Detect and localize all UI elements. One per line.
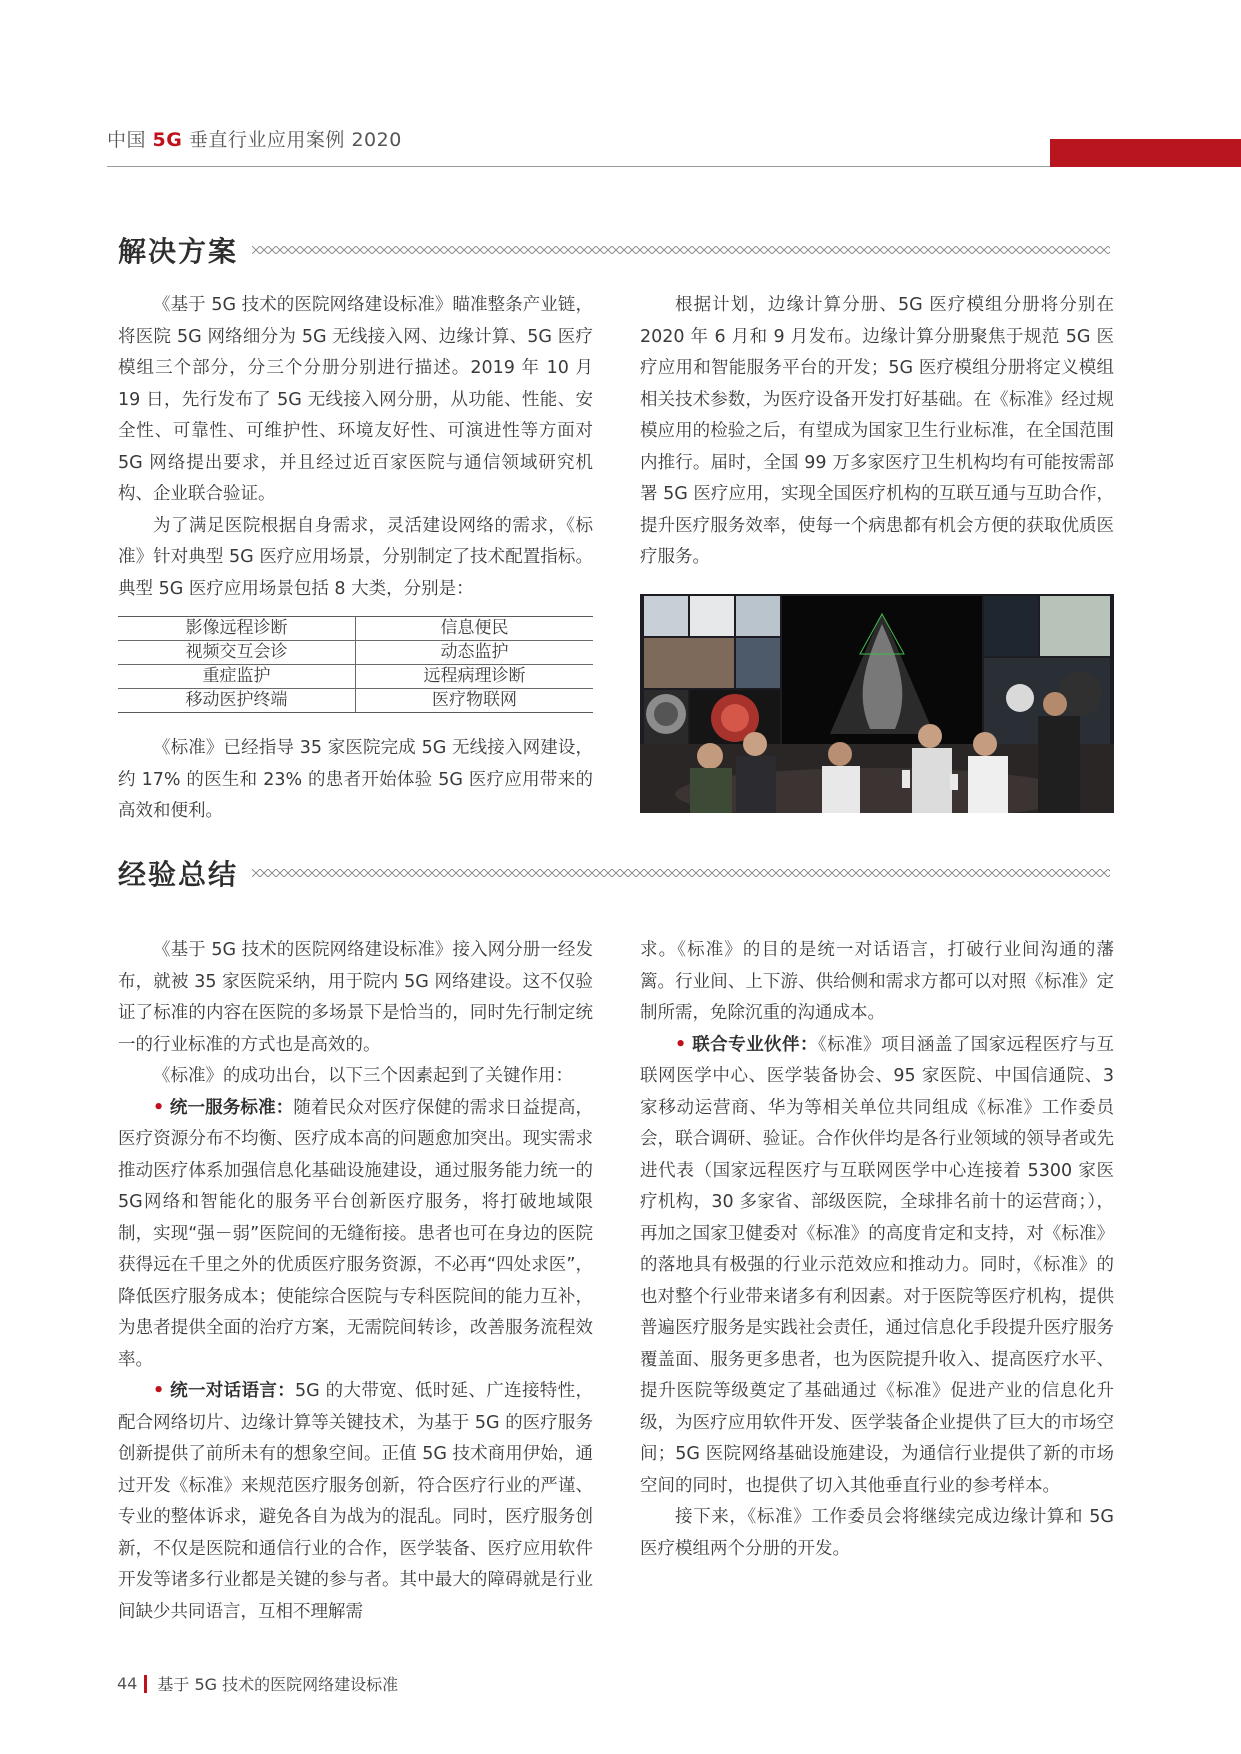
- table-cell: 视频交互会诊: [118, 641, 356, 665]
- header-accent-bar: [1050, 139, 1241, 167]
- bullet-title: 统一对话语言：: [170, 1381, 296, 1401]
- bullet-unified-service: [118, 1093, 593, 1377]
- header-title-accent: 5G: [152, 129, 183, 151]
- solution-left-column: [118, 290, 593, 605]
- paragraph: 《基于 5G 技术的医院网络建设标准》瞄准整条产业链，将医院 5G 网络细分为 5G 无线接入网、边缘计算、5G 医疗模组三个部分，分三个分册分别进行描述。2019 年 10 月 19 日，先行发布了 5G 无线接入网分册，从功能、性能、安全性、可靠性、可维护性、环境友好性、可演进性等方面对 5G 网络提出要求，并且经过近百家医院与通信领域研究机构、企业联合验证。: [118, 295, 593, 504]
- section-title: 解决方案: [118, 235, 239, 268]
- paragraph: 接下来，《标准》工作委员会将继续完成边缘计算和 5G 医疗模组两个分册的开发。: [640, 1507, 1114, 1559]
- bullet-marker: •: [153, 1381, 165, 1401]
- section-heading-summary: [118, 853, 1110, 893]
- consultation-room-photo: [640, 594, 1114, 813]
- paragraph: 求。《标准》的目的是统一对话语言，打破行业间沟通的藩篱。行业间、上下游、供给侧和需求方都可以对照《标准》定制所需，免除沉重的沟通成本。: [640, 940, 1114, 1023]
- summary-left-column: [118, 935, 593, 1628]
- page-footer: [117, 1672, 398, 1695]
- paragraph: 为了满足医院根据自身需求，灵活建设网络的需求，《标准》针对典型 5G 医疗应用场景，分别制定了技术配置指标。典型 5G 医疗应用场景包括 8 大类，分别是：: [118, 515, 593, 599]
- table-row: [118, 689, 593, 713]
- table-cell: 远程病理诊断: [356, 665, 594, 689]
- table-cell: 重症监护: [118, 665, 356, 689]
- heading-ornament: [252, 867, 1110, 879]
- section-title: 经验总结: [118, 858, 239, 891]
- summary-right-column: [640, 935, 1114, 1565]
- bullet-text: 《标准》项目涵盖了国家远程医疗与互联网医学中心、医学装备协会、95 家医院、中国信通院、3 家移动运营商、华为等相关单位共同组成《标准》工作委员会，联合调研、验证。合作伙伴均是各行业领域的领导者或先进代表（国家远程医疗与互联网医学中心连接着 5300 家医疗机构，30 多家省、部级医院，全球排名前十的运营商；），再加之国家卫健委对《标准》的高度肯定和支持，对《标准》的落地具有极强的行业示范效应和推动力。同时，《标准》的也对整个行业带来诸多有利因素。对于医院等医疗机构，提供普遍医疗服务是实践社会责任，通过信息化手段提升医疗服务覆盖面、服务更多患者，也为医院提升收入、提高医疗水平、提升医院等级奠定了基础通过《标准》促进产业的信息化升级，为医疗应用软件开发、医学装备企业提供了巨大的市场空间；5G 医院网络基础设施建设，为通信行业提供了新的市场空间的同时，也提供了切入其他垂直行业的参考样本。: [640, 1034, 1115, 1496]
- table-cell: 医疗物联网: [356, 689, 594, 713]
- table-cell: 移动医护终端: [118, 689, 356, 713]
- bullet-text: 5G 的大带宽、低时延、广连接特性，配合网络切片、边缘计算等关键技术，为基于 5G 的医疗服务创新提供了前所未有的想象空间。正值 5G 技术商用伊始，通过开发《标准》来规范医疗服务创新，符合医疗行业的严谨、专业的整体诉求，避免各自为战为的混乱。同时，医疗服务创新，不仅是医院和通信行业的合作，医学装备、医疗应用软件开发等诸多行业都是关键的参与者。其中最大的障碍就是行业间缺少共同语言，互相不理解需: [118, 1381, 594, 1622]
- heading-ornament: [252, 244, 1110, 256]
- paragraph: 根据计划，边缘计算分册、5G 医疗模组分册将分别在 2020 年 6 月和 9 月发布。边缘计算分册聚焦于规范 5G 医疗应用和智能服务平台的开发；5G 医疗模组分册将定义模组相关技术参数，为医疗设备开发打好基础。在《标准》经过规模应用的检验之后，有望成为国家卫生行业标准，在全国范围内推行。届时，全国 99 万多家医疗卫生机构均有可能按需部署 5G 医疗应用，实现全国医疗机构的互联互通与互助合作，提升医疗服务效率，使每一个病患都有机会方便的获取优质医疗服务。: [640, 295, 1114, 567]
- footer-divider: [144, 1675, 147, 1693]
- scenario-table: [118, 616, 593, 713]
- table-row: [118, 665, 593, 689]
- footer-title: 基于 5G 技术的医院网络建设标准: [157, 1675, 399, 1694]
- running-header: [107, 125, 402, 152]
- table-row: [118, 641, 593, 665]
- bullet-text: 随着民众对医疗保健的需求日益提高，医疗资源分布不均衡、医疗成本高的问题愈加突出。现实需求推动医疗体系加强信息化基础设施建设，通过服务能力统一的5G网络和智能化的服务平台创新医疗服务，将打破地域限制，实现“强－弱”医院间的无缝衔接。患者也可在身边的医院获得远在千里之外的优质医疗服务资源，不必再“四处求医”，降低医疗服务成本；使能综合医院与专科医院间的能力互补，为患者提供全面的治疗方案，无需院间转诊，改善服务流程效率。: [118, 1097, 593, 1370]
- table-cell: 动态监护: [356, 641, 594, 665]
- bullet-joint-partners: [640, 1030, 1114, 1503]
- section-heading-solution: [118, 230, 1110, 270]
- bullet-title: 联合专业伙伴：: [692, 1034, 818, 1055]
- bullet-unified-language: [118, 1376, 593, 1628]
- bullet-marker: •: [153, 1097, 165, 1118]
- table-row: [118, 617, 593, 641]
- paragraph: 《标准》已经指导 35 家医院完成 5G 无线接入网建设，约 17% 的医生和 23% 的患者开始体验 5G 医疗应用带来的高效和便利。: [118, 738, 593, 821]
- solution-right-column: [640, 290, 1114, 574]
- table-cell: 信息便民: [356, 617, 594, 641]
- bullet-title: 统一服务标准：: [169, 1097, 294, 1118]
- paragraph: 《标准》的成功出台，以下三个因素起到了关键作用：: [153, 1066, 573, 1086]
- page-number: 44: [117, 1674, 138, 1693]
- paragraph: 《基于 5G 技术的医院网络建设标准》接入网分册一经发布，就被 35 家医院采纳，用于院内 5G 网络建设。这不仅验证了标准的内容在医院的多场景下是恰当的，同时先行制定统一的行业标准的方式也是高效的。: [118, 940, 593, 1055]
- solution-left-after-table: [118, 733, 593, 828]
- bullet-marker: •: [675, 1034, 687, 1055]
- header-title-pre: 中国: [107, 129, 153, 151]
- photo-illustration: [640, 594, 1114, 813]
- header-title-post: 垂直行业应用案例 2020: [182, 129, 402, 151]
- table-cell: 影像远程诊断: [118, 617, 356, 641]
